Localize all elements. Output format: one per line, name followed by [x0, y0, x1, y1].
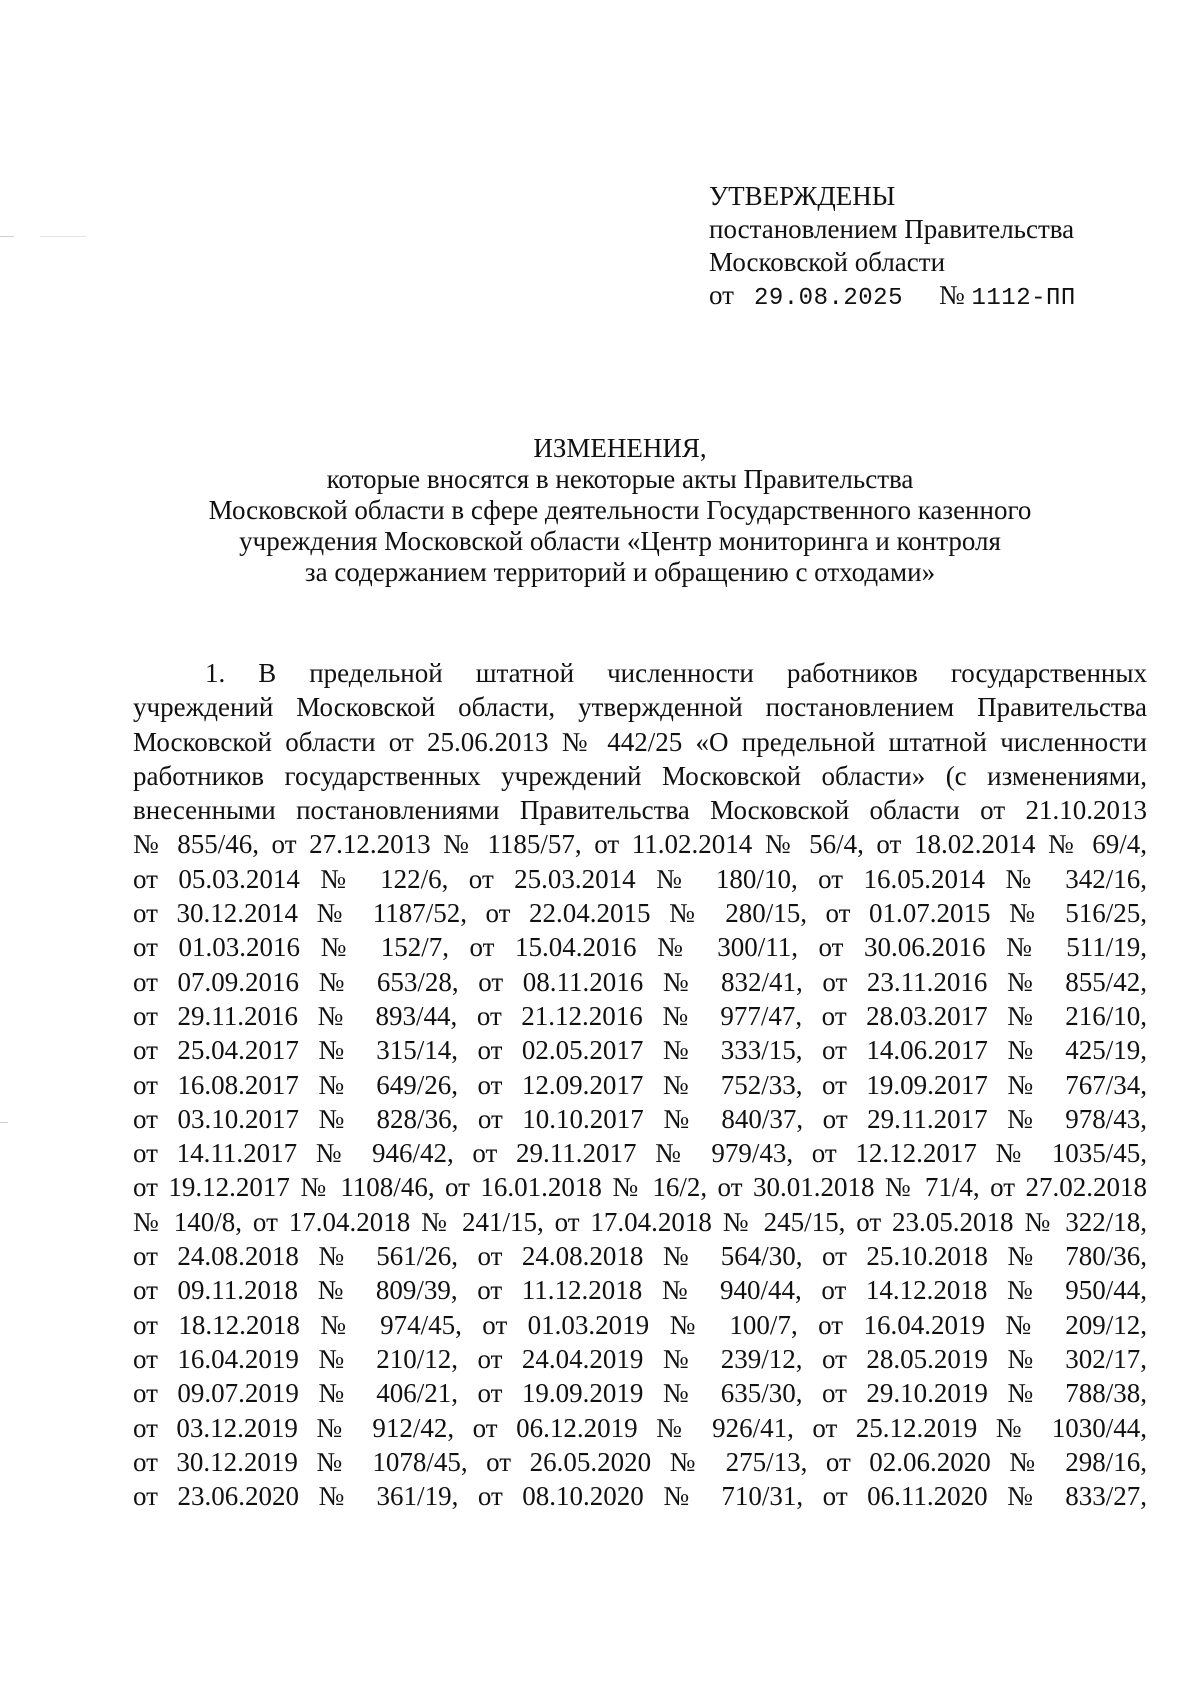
scan-mark-left-lower: [0, 1122, 8, 1123]
body-line: от 07.09.2016 № 653/28, от 08.11.2016 № 832/41, от 23.11.2016 № 855/42,: [133, 966, 1147, 997]
body-line: от 18.12.2018 № 974/45, от 01.03.2019 № 100/7, от 16.04.2019 № 209/12,: [133, 1309, 1147, 1340]
body-line: Московской области от 25.06.2013 № 442/25 «О предельной штатной численности: [133, 726, 1147, 757]
body-line: 1. В предельной штатной численности работников государственных: [205, 658, 1147, 688]
approval-line-1: постановлением Правительства: [709, 214, 1075, 244]
body-line: от 24.08.2018 № 561/26, от 24.08.2018 № 564/30, от 25.10.2018 № 780/36,: [133, 1241, 1147, 1272]
heading-line: Московской области в сфере деятельности Государственного казенного: [208, 495, 1032, 525]
approval-number-prefix: №: [938, 280, 965, 310]
approval-number: 1112-ПП: [971, 285, 1076, 312]
body-line: № 140/8, от 17.04.2018 № 241/15, от 17.04.2018 № 245/15, от 23.05.2018 № 322/18,: [133, 1206, 1147, 1237]
scan-mark-left: [0, 236, 14, 237]
body-line: внесенными постановлениями Правительства Московской области от 21.10.2013: [133, 795, 1147, 826]
body-line: от 05.03.2014 № 122/6, от 25.03.2014 № 180/10, от 16.05.2014 № 342/16,: [133, 863, 1147, 894]
body-line: от 19.12.2017 № 1108/46, от 16.01.2018 № 16/2, от 30.01.2018 № 71/4, от 27.02.2018: [133, 1172, 1147, 1203]
body-line: от 03.10.2017 № 828/36, от 10.10.2017 № 840/37, от 29.11.2017 № 978/43,: [133, 1103, 1147, 1134]
body-line: от 03.12.2019 № 912/42, от 06.12.2019 № 926/41, от 25.12.2019 № 1030/44,: [133, 1412, 1147, 1443]
scan-mark-left-dots: [40, 236, 86, 237]
heading-line: за содержанием территорий и обращению с отходами»: [304, 557, 936, 587]
body-line: от 25.04.2017 № 315/14, от 02.05.2017 № 333/15, от 14.06.2017 № 425/19,: [133, 1035, 1147, 1066]
body-line: № 855/46, от 27.12.2013 № 1185/57, от 11.02.2014 № 56/4, от 18.02.2014 № 69/4,: [133, 829, 1147, 860]
body-paragraph: [133, 656, 1147, 1513]
body-line: от 16.04.2019 № 210/12, от 24.04.2019 № 239/12, от 28.05.2019 № 302/17,: [133, 1343, 1147, 1374]
approval-block: [709, 180, 1129, 315]
body-line: от 16.08.2017 № 649/26, от 12.09.2017 № 752/33, от 19.09.2017 № 767/34,: [133, 1069, 1147, 1100]
heading-title: ИЗМЕНЕНИЯ,: [533, 433, 707, 463]
body-line: от 09.11.2018 № 809/39, от 11.12.2018 № 940/44, от 14.12.2018 № 950/44,: [133, 1275, 1147, 1306]
body-line: учреждений Московской области, утвержденной постановлением Правительства: [133, 692, 1147, 723]
body-line: работников государственных учреждений Московской области» (с изменениями,: [133, 760, 1147, 791]
approval-date-prefix: от: [709, 280, 734, 310]
body-line: от 23.06.2020 № 361/19, от 08.10.2020 № 710/31, от 06.11.2020 № 833/27,: [133, 1481, 1147, 1512]
body-line: от 09.07.2019 № 406/21, от 19.09.2019 № 635/30, от 29.10.2019 № 788/38,: [133, 1378, 1147, 1409]
body-line: от 29.11.2016 № 893/44, от 21.12.2016 № 977/47, от 28.03.2017 № 216/10,: [133, 1000, 1147, 1031]
approval-date-line: [709, 279, 1129, 315]
body-line: от 30.12.2019 № 1078/45, от 26.05.2020 № 275/13, от 02.06.2020 № 298/16,: [133, 1446, 1147, 1477]
approval-title: УТВЕРЖДЕНЫ: [709, 181, 896, 211]
document-heading: [130, 433, 1110, 588]
approval-line-2: Московской области: [709, 247, 946, 277]
body-line: от 30.12.2014 № 1187/52, от 22.04.2015 № 280/15, от 01.07.2015 № 516/25,: [133, 898, 1147, 929]
body-line: от 14.11.2017 № 946/42, от 29.11.2017 № 979/43, от 12.12.2017 № 1035/45,: [133, 1138, 1147, 1169]
heading-line: учреждения Московской области «Центр мониторинга и контроля: [239, 526, 1001, 556]
approval-date: 29.08.2025: [753, 285, 903, 312]
body-line: от 01.03.2016 № 152/7, от 15.04.2016 № 300/11, от 30.06.2016 № 511/19,: [133, 932, 1147, 963]
heading-line: которые вносятся в некоторые акты Правительства: [326, 464, 914, 494]
